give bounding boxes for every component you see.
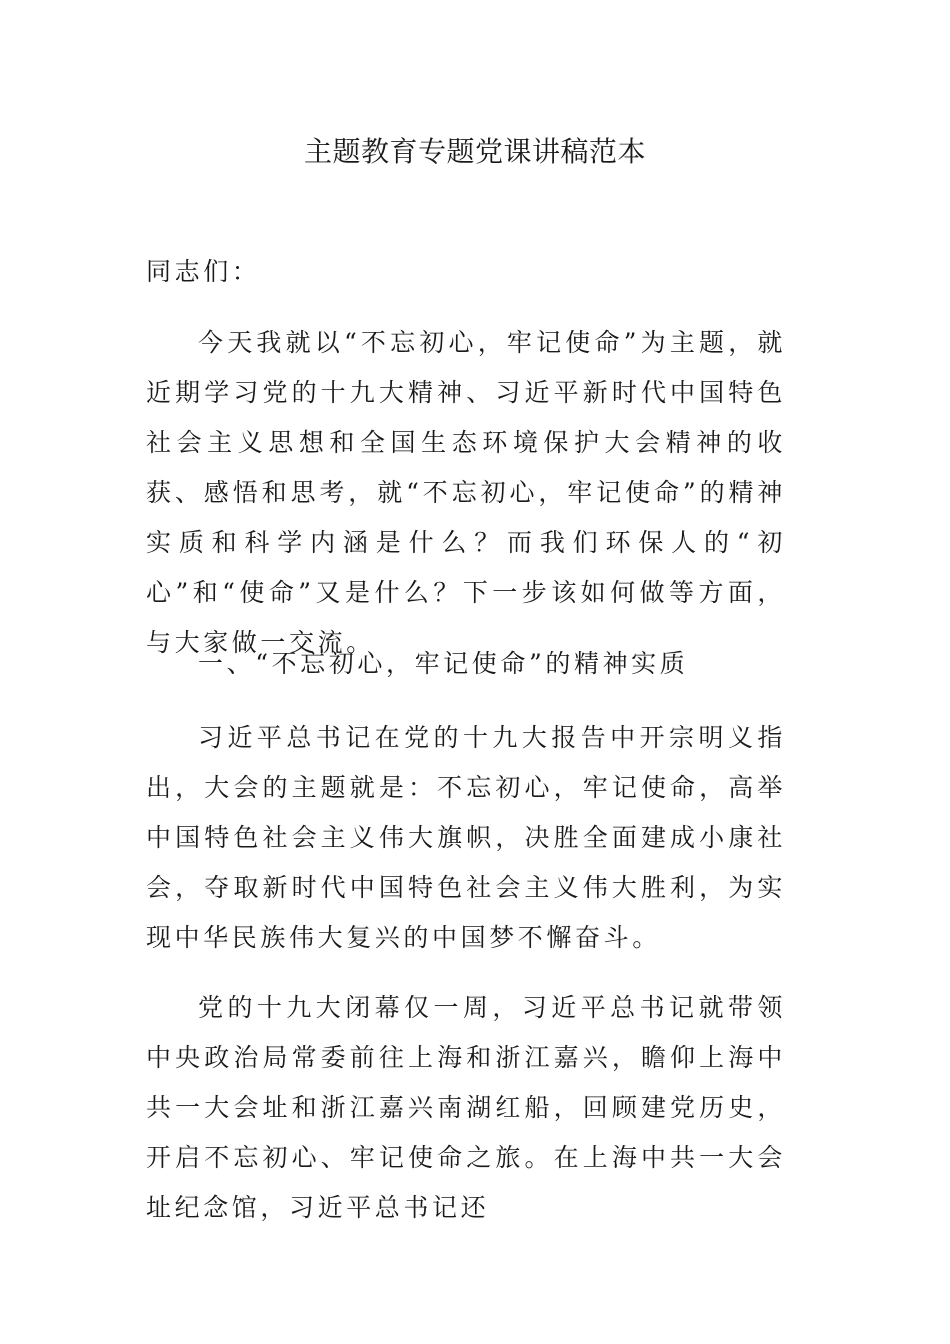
paragraph-intro: 今天我就以“不忘初心，牢记使命”为主题，就近期学习党的十九大精神、习近平新时代中国特色社会主义思想和全国生态环境保护大会精神的收获、感悟和思考，就“不忘初心，牢记使命”的精神实质和科学内涵是什么？而我们环保人的“初心”和“使命”又是什么？下一步该如何做等方面，与大家做一交流。 [146, 328, 786, 657]
document-title: 主题教育专题党课讲稿范本 [303, 135, 646, 168]
salutation: 同志们： [146, 257, 261, 286]
paragraph-section-1-continued: 党的十九大闭幕仅一周，习近平总书记就带领中央政治局常委前往上海和浙江嘉兴，瞻仰上海中共一大会址和浙江嘉兴南湖红船，回顾建党历史，开启不忘初心、牢记使命之旅。在上海中共一大会址纪念馆，习近平总书记还 [146, 993, 786, 1222]
paragraph-section-1: 习近平总书记在党的十九大报告中开宗明义指出，大会的主题就是：不忘初心，牢记使命，高举中国特色社会主义伟大旗帜，决胜全面建成小康社会，夺取新时代中国特色社会主义伟大胜利，为实现中华民族伟大复兴的中国梦不懈奋斗。 [146, 723, 786, 952]
section-heading-1: 一、“不忘初心，牢记使命”的精神实质 [198, 649, 689, 678]
